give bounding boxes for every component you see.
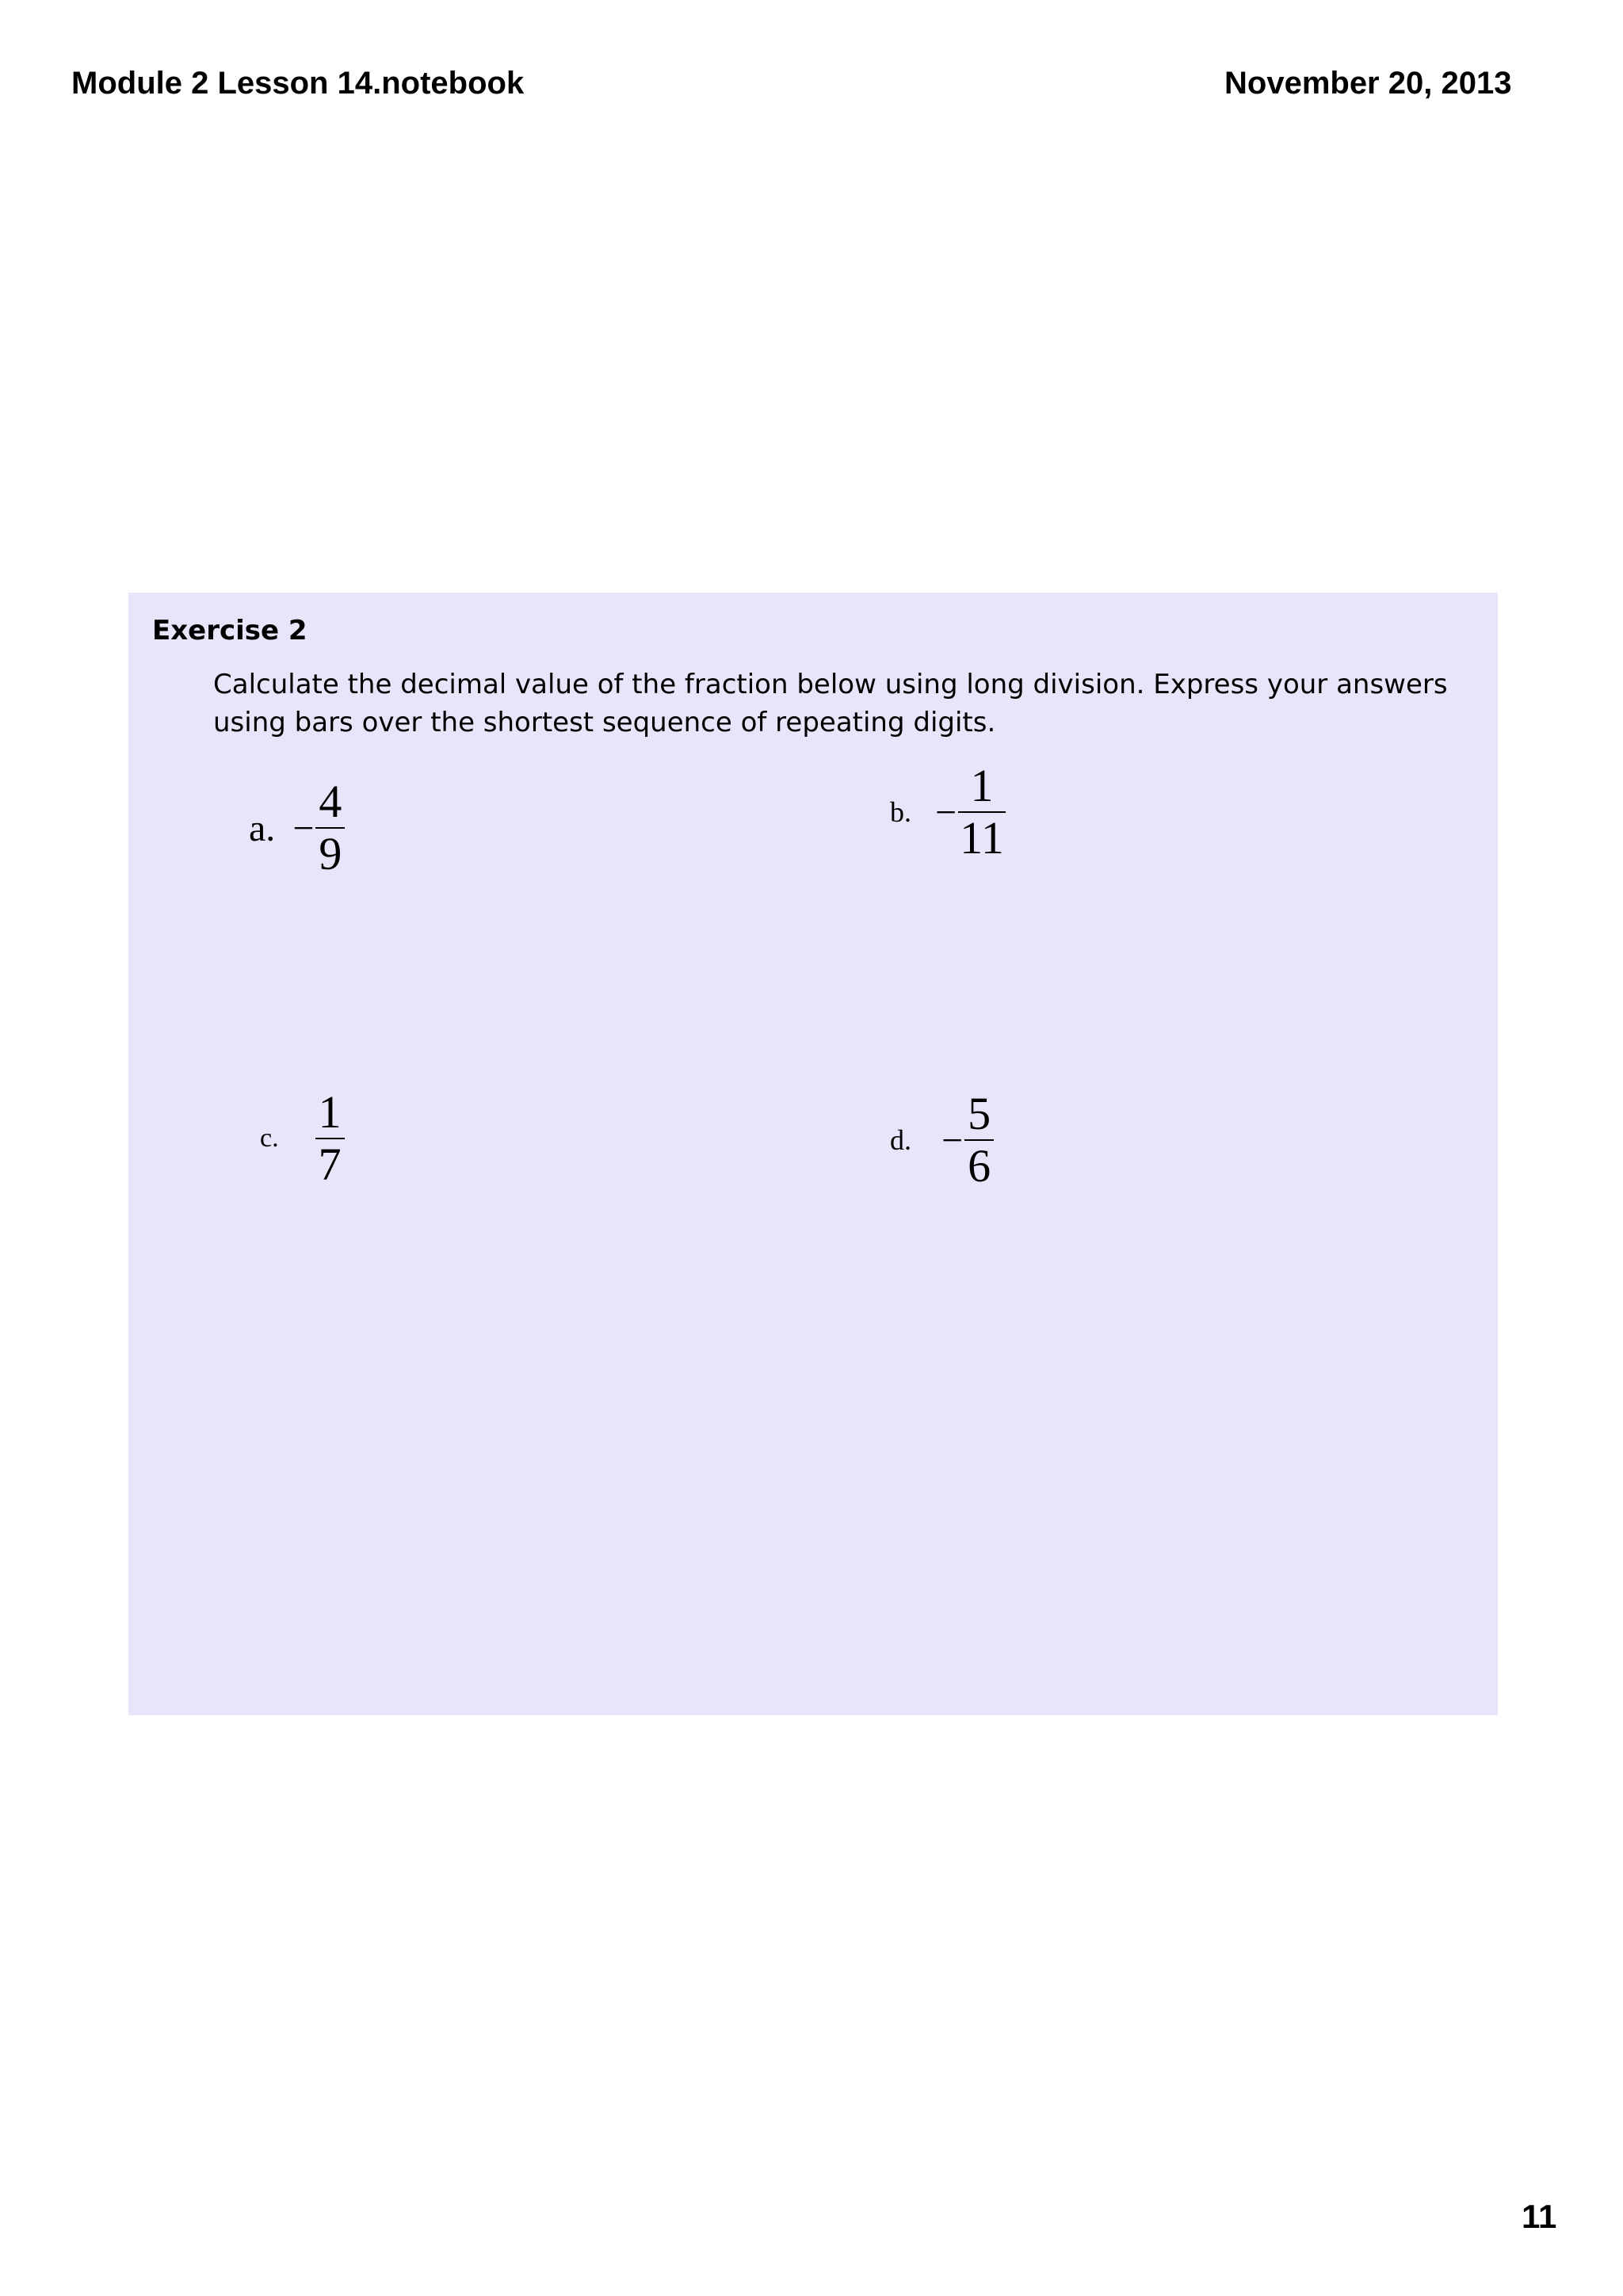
fraction	[958, 761, 1006, 864]
problem-b	[890, 761, 1006, 864]
problem-d	[890, 1089, 994, 1192]
denominator: 9	[319, 828, 342, 879]
denominator: 6	[968, 1140, 991, 1192]
exercise-instructions: Calculate the decimal value of the fraction below using long division. Express your answers using bars over the shortest sequence of repeating digits.	[213, 669, 1448, 738]
exercise-title: Exercise 2	[152, 615, 307, 646]
denominator: 7	[318, 1138, 342, 1190]
minus-sign: −	[935, 791, 957, 833]
fraction	[964, 1089, 994, 1192]
numerator: 5	[968, 1088, 991, 1139]
problem-label: c.	[260, 1123, 279, 1153]
notebook-title: Module 2 Lesson 14.notebook	[71, 66, 525, 101]
page-number: 11	[1522, 2198, 1557, 2235]
numerator: 1	[318, 1086, 342, 1138]
page-date: November 20, 2013	[1224, 66, 1512, 101]
problem-a	[249, 776, 345, 879]
exercise-panel	[128, 593, 1498, 1715]
problem-c	[260, 1087, 345, 1190]
fraction	[315, 1087, 345, 1190]
problem-label: a.	[249, 807, 276, 849]
numerator: 1	[970, 760, 994, 811]
minus-sign: −	[292, 807, 315, 849]
numerator: 4	[319, 776, 342, 827]
minus-sign: −	[941, 1119, 964, 1161]
problem-label: b.	[890, 796, 911, 828]
denominator: 11	[960, 812, 1004, 864]
problem-label: d.	[890, 1124, 911, 1156]
fraction	[315, 776, 345, 879]
